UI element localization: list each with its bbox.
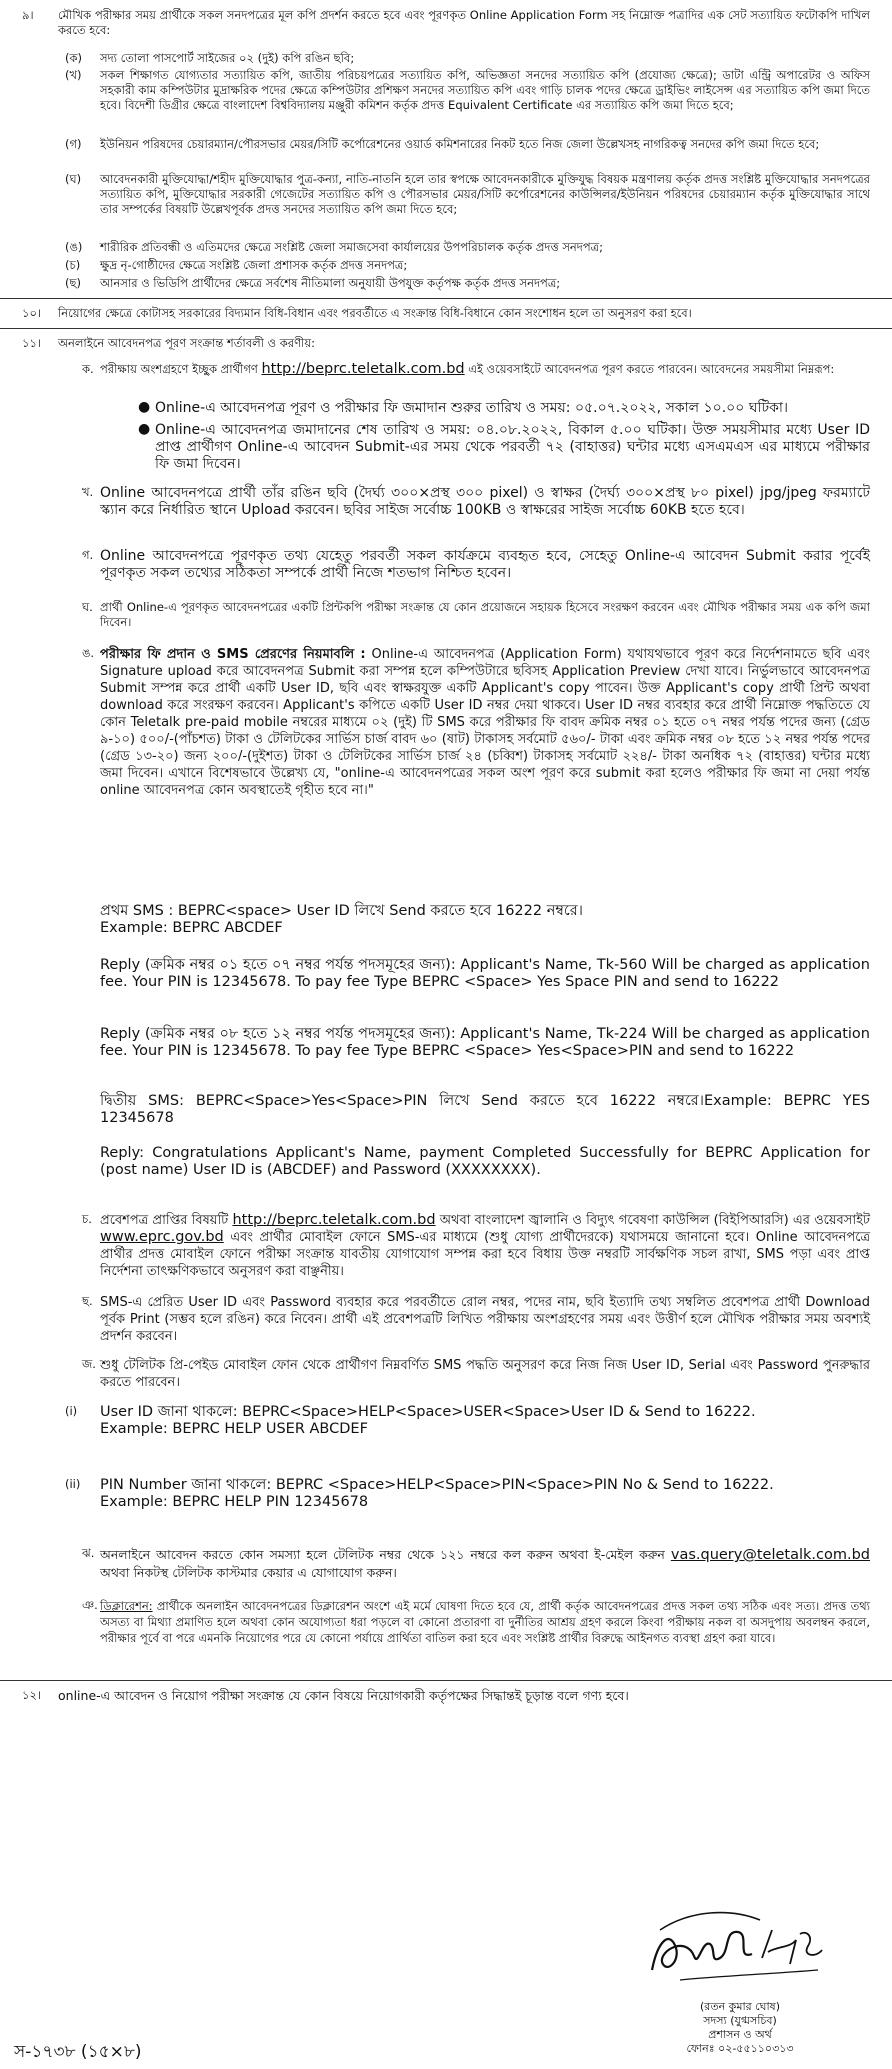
item-label: জ.: [82, 1357, 96, 1371]
p11-item-ja: [0, 1357, 892, 1393]
sms-instruction: প্রথম SMS : BEPRC<space> User ID লিখে Send করতে হবে 16222 নম্বরে।: [100, 903, 583, 919]
item-text: অনলাইনে আবেদন করতে কোন সমস্যা হলে টেলিটক নম্বর থেকে ১২১ নম্বরে কল করুন অথবা ই-মেইল করুন: [100, 1547, 665, 1562]
para-11-heading: [0, 336, 892, 352]
p9-item-cha: [0, 258, 892, 274]
sms-second: [0, 1093, 892, 1129]
item-label: (ii): [65, 1477, 81, 1491]
sms-first: [0, 903, 892, 941]
p11-item-uma: [0, 646, 892, 882]
item-label: খ.: [82, 485, 94, 499]
item-text: সকল শিক্ষাগত যোগ্যতার সত্যায়িত কপি, জাতীয় পরিচয়পত্রের সত্যায়িত কপি, অভিজ্ঞতা সনদের সত্যায়িত কপি (প্রযোজ্য ক্ষেত্রে); ডাটা এন্ট্রি অপারেটর ও অফিস সহকারী কাম কম্পিউটার মুদ্রাক্ষরিক পদের ক্ষেত্রে কম্পিউটার প্রশিক্ষণ সনদের সত্যায়িত কপি এবং গাড়ি চালক পদের ক্ষেত্রে ড্রাইভিং লাইসেন্স এর সত্যায়িত কপি জমা দিতে হবে। বিদেশী ডিগ্রীর ক্ষেত্রে বাংলাদেশ বিশ্ববিদ্যালয় মঞ্জুরী কমিশন কর্তৃক প্রদত্ত Equivalent Certificate এর সত্যায়িত কপি জমা দিতে হবে;: [100, 68, 870, 112]
sms-instruction: দ্বিতীয় SMS: BEPRC<Space>Yes<Space>PIN লিখে Send করতে হবে 16222 নম্বরে।Example: BEPRC YES 12345678: [100, 1093, 870, 1126]
item-text: User ID জানা থাকলে: BEPRC<Space>HELP<Space>USER<Space>User ID & Send to 16222.: [100, 1404, 756, 1420]
item-text: প্রার্থীকে অনলাইন আবেদনপত্রের ডিক্লারেশন অংশে এই মর্মে ঘোষণা দিতে হবে যে, প্রার্থী কর্তৃক আবেদনপত্রের প্রদত্ত সকল তথ্য সঠিক এবং সত্য। প্রদত্ত তথ্য অসত্য বা মিথ্যা প্রমাণিত হলে অথবা কোন অযোগ্যতা ধরা পড়লে বা কোনো প্রতারণা বা দুর্নীতির আশ্রয় গ্রহণ করলে কিংবা পরীক্ষায় নকল বা অসদুপায় অবলম্বন করলে, পরীক্ষার পূর্বে বা পরে এমনকি নিয়োগের পরে যে কোনো পর্যায়ে প্রার্থিতা বাতিল করা হবে এবং সংশ্লিষ্ট প্রার্থীর বিরুদ্ধে আইনগত ব্যবস্থা গ্রহণ করা যাবে।: [100, 1599, 871, 1645]
item-label: ঝ.: [82, 1546, 95, 1560]
p11-item-gha: [0, 600, 892, 634]
fee-rules-heading: পরীক্ষার ফি প্রদান ও SMS প্রেরণের নিয়মাবলি :: [100, 647, 366, 662]
para-11-title: অনলাইনে আবেদনপত্র পূরণ সংক্রান্ত শর্তাবলী ও করণীয়:: [58, 336, 315, 350]
item-text: PIN Number জানা থাকলে: BEPRC <Space>HELP<Space>PIN<Space>PIN No & Send to 16222.: [100, 1477, 774, 1493]
item-label: (গ): [65, 137, 82, 151]
declaration-heading: ডিক্লারেশন:: [100, 1599, 153, 1613]
sms-example: Example: BEPRC ABCDEF: [100, 920, 283, 936]
signatory-phone: ফোনঃ ০২-৫৫১১০৩১৩: [686, 2042, 794, 2055]
signatory-name: (রতন কুমার ঘোষ): [699, 2000, 780, 2013]
signatory-department: প্রশাসন ও অর্থ: [708, 2028, 772, 2041]
para-11-number: ১১।: [22, 336, 42, 350]
item-text: এই ওয়েবসাইটে আবেদনপত্র পূরণ করতে পারবেন। আবেদনের সময়সীমা নিম্নরূপ:: [468, 362, 835, 376]
bullet-dot-icon: ●: [138, 399, 151, 415]
item-label: (চ): [65, 258, 81, 272]
para-12-text: online-এ আবেদন ও নিয়োগ পরীক্ষা সংক্রান্ত যে কোন বিষয়ে নিয়োগকারী কর্তৃপক্ষের সিদ্ধান্তই চূড়ান্ত বলে গণ্য হবে।: [58, 1688, 629, 1703]
p11-item-kha: [0, 485, 892, 537]
p11-item-chha: [0, 1294, 892, 1346]
p9-item-ka: [0, 51, 892, 67]
p11-item-nya: [0, 1598, 892, 1664]
item-text: শারীরিক প্রতিবন্ধী ও এতিমদের ক্ষেত্রে সংশ্লিষ্ট জেলা সমাজসেবা কার্যালয়ের উপপরিচালক কর্তৃক প্রদত্ত সনদপত্র;: [100, 240, 603, 254]
sms-reply-3: [0, 1145, 892, 1199]
item-text: প্রবেশপত্র প্রাপ্তির বিষয়টি: [100, 1213, 229, 1228]
item-text: Online আবেদনপত্রে পূরণকৃত তথ্য যেহেতু পরবর্তী সকল কার্যক্রমে ব্যবহৃত হবে, সেহেতু Online-এ আবেদন Submit করার পূর্বেই পূরণকৃত সকল তথ্যের সঠিকতা সম্পর্কে প্রার্থী নিজে শতভাগ নিশ্চিত হবেন।: [100, 548, 870, 581]
p9-item-ga: [0, 137, 892, 169]
item-label: ঙ.: [82, 646, 95, 660]
sms-reply-2: [0, 1026, 892, 1080]
bullet-text: Online-এ আবেদনপত্র জমাদানের শেষ তারিখ ও সময়: ০৪.০৮.২০২২, বিকাল ৫.০০ ঘটিকা। উক্ত সময়সীমার মধ্যে User ID প্রাপ্ত প্রার্থীগণ Online-এ আবেদন Submit-এর সময় থেকে পরবর্তী ৭২ (বাহাত্তর) ঘন্টার মধ্যে এসএমএস এর মাধ্যমে পরীক্ষার ফি জমা দিবেন।: [155, 422, 870, 472]
item-text: ইউনিয়ন পরিষদের চেয়ারম্যান/পৌরসভার মেয়র/সিটি কর্পোরেশনের ওয়ার্ড কমিশনারের নিকট হতে নিজ জেলা উল্লেখসহ নাগরিকত্ব সনদের কপি জমা দিতে হবে;: [100, 137, 820, 151]
item-label: (ঙ): [65, 240, 83, 254]
footer-code: স-১৭৩৮ (১৫×৮): [14, 2042, 142, 2062]
para-9-number: ৯।: [22, 8, 34, 22]
item-text: SMS-এ প্রেরিত User ID এবং Password ব্যবহার করে পরবর্তীতে রোল নম্বর, পদের নাম, ছবি ইত্যাদি তথ্য সম্বলিত প্রবেশপত্র প্রার্থী Download পূর্বক Print (সম্ভব হলে রঙিন) করে নিবেন। প্রার্থী এই প্রবেশপত্রটি লিখিত পরীক্ষায় অংশগ্রহণের সময় এবং উত্তীর্ণ হলে মৌখিক পরীক্ষার সময় অবশ্যই প্রদর্শন করবেন।: [100, 1295, 870, 1344]
item-label: (ক): [65, 51, 83, 65]
item-label: ঘ.: [82, 600, 93, 614]
divider: [0, 298, 892, 299]
signatory-designation: সদস্য (যুগ্মসচিব): [703, 2014, 777, 2027]
bullet-2: [0, 422, 892, 474]
sms-example: Example: BEPRC HELP PIN 12345678: [100, 1494, 369, 1510]
para-12: [0, 1688, 892, 1704]
para-10: [0, 306, 892, 322]
divider: [0, 1680, 892, 1681]
p11-item-ga: [0, 548, 892, 584]
p9-item-gha: [0, 172, 892, 236]
item-text: Online আবেদনপত্রে প্রার্থী তাঁর রঙিন ছবি (দৈর্ঘ্য ৩০০×প্রস্থ ৩০০ pixel) ও স্বাক্ষর (দৈর্ঘ্য ৩০০×প্রস্থ ৮০ pixel) jpg/jpeg ফরম্যাটে স্ক্যান করে নির্ধারিত স্থানে Upload করবেন। ছবির সাইজ সর্বোচ্চ 100KB ও স্বাক্ষরের সাইজ সর্বোচ্চ 60KB হতে হবে।: [100, 485, 870, 518]
item-label: ঞ.: [82, 1598, 98, 1612]
item-label: (খ): [65, 68, 82, 82]
item-label: গ.: [82, 548, 94, 562]
p9-item-kha: [0, 68, 892, 132]
p11-item-cha: [0, 1212, 892, 1282]
item-text: সদ্য তোলা পাসপোর্ট সাইজের ০২ (দুই) কপি রঙিন ছবি;: [100, 51, 355, 65]
sms-reply-1: [0, 957, 892, 1011]
item-text: অথবা নিকটস্থ টেলিটক কাস্টমার কেয়ার এ যোগাযোগ করুন।: [100, 1565, 397, 1580]
recovery-user-id: [0, 1404, 892, 1460]
item-text: Online-এ আবেদনপত্র (Application Form) যথাযথভাবে পূরণ করে নির্দেশনামতে ছবি এবং Signature upload করে আবেদনপত্র Submit করা সম্পন্ন হলে কম্পিউটারে ছবিসহ Application Preview দেখা যাবে। নির্ভুলভাবে আবেদনপত্র Submit সম্পন্ন করে প্রার্থী একটি User ID, ছবি এবং স্বাক্ষরযুক্ত একটি Applicant's copy পাবেন। উক্ত Applicant's copy প্রার্থী প্রিন্ট অথবা download করে সংরক্ষণ করবেন। Applicant's কপিতে একটি User ID নম্বর দেয়া থাকবে। User ID নম্বর ব্যবহার করে প্রার্থী নিম্নোক্ত পদ্ধতিতে যে কোন Teletalk pre-paid mobile নম্বরের মাধ্যমে ০২ (দুই) টি SMS করে পরীক্ষার ফি বাবদ ক্রমিক নম্বর ০১ হতে ০৭ নম্বর পর্যন্ত পদের জন্য (গ্রেড ৯-১০) ৫০০/-(পাঁচশত) টাকা ও টেলিটকের সার্ভিস চার্জ বাবদ ৬০ (ষাট) টাকাসহ সর্বমোট ৫৬০/- টাকা এবং ক্রমিক নম্বর ০৮ হতে ১২ নম্বর পর্যন্ত পদের (গ্রেড ১৩-২০) জন্য ২০০/-(দুইশত) টাকা ও টেলিটকের সার্ভিস চার্জ ২৪ (চব্বিশ) টাকাসহ সর্বমোট ২২৪/- টাকা অনধিক ৭২ (বাহাত্তর) ঘন্টার মধ্যে জমা দিবেন। এখানে বিশেষভাবে উল্লেখ্য যে, "online-এ আবেদনপত্রের সকল অংশ পূরণ করে submit করা হলেও পরীক্ষার ফি জমা না দেয়া পর্যন্ত online আবেদনপত্র কোন অবস্থাতেই গৃহীত হবে না।": [100, 647, 870, 798]
sms-reply: Reply (ক্রমিক নম্বর ০৮ হতে ১২ নম্বর পর্যন্ত পদসমূহের জন্য): Applicant's Name, Tk-224 Will be charged as application fee. Your PIN is 12345678. To pay fee Type BEPRC <Space> Yes<Space>PIN and send to 16222: [100, 1026, 870, 1059]
sms-reply: Reply: Congratulations Applicant's Name, payment Completed Successfully for BEPRC Application for (post name) User ID is (ABCDEF) and Password (XXXXXXXX).: [100, 1145, 870, 1178]
para-10-text: নিয়োগের ক্ষেত্রে কোটাসহ সরকারের বিদ্যমান বিধি-বিধান এবং পরবর্তীতে এ সংক্রান্ত বিধি-বিধানে কোন সংশোধন হলে তা অনুসরণ করা হবে।: [58, 306, 692, 320]
signature-scribble: [640, 1900, 840, 2000]
website-link[interactable]: www.eprc.gov.bd: [100, 1229, 224, 1245]
sms-example: Example: BEPRC HELP USER ABCDEF: [100, 1421, 368, 1437]
divider: [0, 328, 892, 329]
recovery-pin: [0, 1477, 892, 1533]
para-10-number: ১০।: [22, 306, 42, 320]
p11-item-ka: [0, 362, 892, 396]
item-label: (ঘ): [65, 172, 82, 186]
item-text: শুধু টেলিটক প্রি-পেইড মোবাইল ফোন থেকে প্রার্থীগণ নিম্নবর্ণিত SMS পদ্ধতি অনুসরণ করে নিজ নিজ User ID, Serial এবং Password পুনরুদ্ধার করতে পারবেন।: [100, 1358, 870, 1390]
para-12-number: ১২।: [22, 1688, 42, 1702]
handwritten-signature: [640, 1900, 840, 2000]
item-text: আনসার ও ভিডিপি প্রার্থীদের ক্ষেত্রে সর্বশেষ নীতিমালা অনুযায়ী উপযুক্ত কর্তৃপক্ষ কর্তৃক প্রদত্ত সনদপত্র;: [100, 276, 561, 290]
item-text: এবং প্রার্থীর মোবাইল ফোনে SMS-এর মাধ্যমে (শুধু যোগ্য প্রার্থীদেরকে) যথাসময়ে জানানো হবে। Online আবেদনপত্রে প্রার্থীর প্রদত্ত মোবাইল ফোনে পরীক্ষা সংক্রান্ত যাবতীয় যোগাযোগ সম্পন্ন করা হবে বিধায় উক্ত নম্বরটি সার্বক্ষণিক সচল রাখা, SMS পড়া এবং প্রাপ্ত নির্দেশনা তাৎক্ষণিকভাবে অনুসরণ করা বাঞ্ছনীয়।: [100, 1230, 870, 1279]
para-9: [0, 8, 892, 48]
item-text: অথবা বাংলাদেশ জ্বালানি ও বিদ্যুৎ গবেষণা কাউন্সিল (বিইপিআরসি) এর ওয়েবসাইট: [439, 1213, 870, 1228]
item-text: আবেদনকারী মুক্তিযোদ্ধা/শহীদ মুক্তিযোদ্ধার পুত্র-কন্যা, নাতি-নাতনি হলে তার স্বপক্ষে আবেদনকারীকে মুক্তিযুদ্ধ বিষয়ক মন্ত্রণালয় কর্তৃক প্রদত্ত সংশ্লিষ্ট মুক্তিযোদ্ধার সনদপত্রের সত্যায়িত কপি, মুক্তিযোদ্ধার সরকারী গেজেটের সত্যায়িত কপি ও পৌরসভার মেয়র/সিটি কর্পোরেশনের কাউন্সিলর/ইউনিয়ন পরিষদের চেয়ারম্যান কর্তৃক মুক্তিযোদ্ধার সাথে তার সম্পর্কের বিষয়টি উল্লেখপূর্বক প্রদত্ত সনদের সত্যায়িত কপি জমা দিতে হবে;: [100, 172, 870, 216]
website-link[interactable]: http://beprc.teletalk.com.bd: [232, 1212, 436, 1228]
p9-item-uma: [0, 240, 892, 256]
item-text: পরীক্ষায় অংশগ্রহণে ইচ্ছুক প্রার্থীগণ: [100, 362, 258, 376]
website-link[interactable]: http://beprc.teletalk.com.bd: [261, 361, 465, 377]
sms-reply: Reply (ক্রমিক নম্বর ০১ হতে ০৭ নম্বর পর্যন্ত পদসমূহের জন্য): Applicant's Name, Tk-560 Will be charged as application fee. Your PIN is 12345678. To pay fee Type BEPRC <Space> Yes Space PIN and send to 16222: [100, 957, 870, 990]
signature-block: [630, 2000, 850, 2056]
bullet-text: Online-এ আবেদনপত্র পূরণ ও পরীক্ষার ফি জমাদান শুরুর তারিখ ও সময়: ০৫.০৭.২০২২, সকাল ১০.০০ ঘটিকা।: [155, 400, 788, 416]
item-label: (i): [65, 1404, 78, 1418]
item-label: ক.: [82, 362, 94, 376]
item-text: প্রার্থী Online-এ পূরণকৃত আবেদনপত্রের একটি প্রিন্টকপি পরীক্ষা সংক্রান্ত যে কোন প্রয়োজনে সহায়ক হিসেবে সংরক্ষণ করবেন এবং মৌখিক পরীক্ষার সময় এক কপি জমা দিবেন।: [100, 600, 870, 629]
bullet-dot-icon: ●: [138, 421, 151, 437]
item-label: (ছ): [65, 276, 81, 290]
item-text: ক্ষুদ্র নৃ-গোষ্ঠীদের ক্ষেত্রে সংশ্লিষ্ট জেলা প্রশাসক কর্তৃক প্রদত্ত সনদপত্র;: [100, 258, 408, 272]
email-link[interactable]: vas.query@teletalk.com.bd: [670, 1547, 870, 1563]
para-9-intro: মৌখিক পরীক্ষার সময় প্রার্থীকে সকল সনদপত্রের মূল কপি প্রদর্শন করতে হবে এবং পূরণকৃত Online Application Form সহ নিম্নোক্ত পত্রাদির এক সেট সত্যায়িত ফটোকপি দাখিল করতে হবে:: [58, 8, 870, 37]
p9-item-chha: [0, 276, 892, 292]
p11-item-jha: [0, 1546, 892, 1584]
bullet-1: [0, 400, 892, 418]
item-label: চ.: [82, 1212, 92, 1226]
item-label: ছ.: [82, 1294, 93, 1308]
